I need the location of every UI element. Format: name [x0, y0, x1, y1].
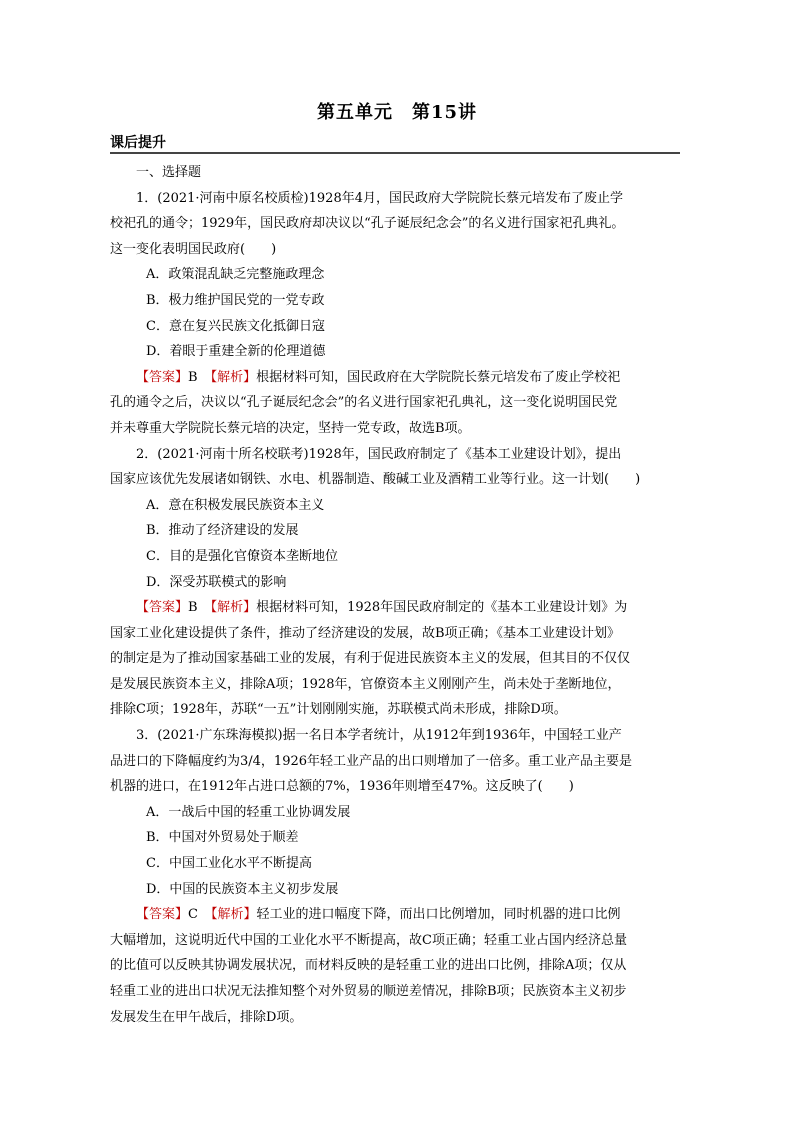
- section-label: 课后提升: [110, 135, 166, 151]
- answer-value: B: [188, 369, 198, 385]
- question-stem-line: 校祀孔的通令；1929年，国民政府却决议以“孔子诞辰纪念会”的名义进行国家祀孔典礼。: [110, 216, 625, 232]
- analysis-text: 根据材料可知，国民政府在大学院院长蔡元培发布了废止学校祀: [256, 369, 621, 385]
- analysis-line: 排除C项；1928年，苏联“一五”计划刚刚实施，苏联模式尚未形成，排除D项。: [110, 702, 567, 718]
- analysis-line: 的比值可以反映其协调发展状况，而材料反映的是轻重工业的进出口比例，排除A项；仅从: [110, 958, 627, 974]
- question-stem-line: 品进口的下降幅度约为3/4，1926年轻工业产品的出口则增加了一倍多。重工业产品主要是: [110, 753, 633, 769]
- option-c: C．目的是强化官僚资本垄断地位: [146, 548, 338, 564]
- analysis-tag: 【解析】: [210, 369, 257, 385]
- answer-tag: 【答案】: [136, 600, 189, 616]
- analysis-line: 大幅增加，这说明近代中国的工业化水平不断提高，故C项正确；轻重工业占国内经济总量: [110, 932, 627, 948]
- answer-line: [110, 365, 680, 391]
- option-a: A．一战后中国的轻重工业协调发展: [146, 804, 351, 820]
- analysis-line: 孔的通令之后，决议以“孔子诞辰纪念会”的名义进行国家祀孔典礼，这一变化说明国民党: [110, 395, 618, 411]
- page-title: 第五单元 第15讲: [316, 102, 478, 123]
- question-stem-line: 国家应该优先发展诸如钢铁、水电、机器制造、酸碱工业及酒精工业等行业。这一计划( ): [110, 472, 641, 488]
- analysis-line: 是发展民族资本主义，排除A项；1928年，官僚资本主义刚刚产生，尚未处于垄断地位，: [110, 676, 621, 692]
- question-1: [110, 186, 680, 442]
- option-d: D．深受苏联模式的影响: [146, 574, 287, 590]
- question-stem-line: 1．(2021·河南中原名校质检)1928年4月，国民政府大学院院长蔡元培发布了废止学: [136, 190, 623, 206]
- header-rule: [110, 152, 680, 154]
- answer-value: B: [188, 600, 198, 616]
- answer-tag: 【答案】: [136, 369, 189, 385]
- option-a: A．政策混乱缺乏完整施政理念: [146, 267, 325, 283]
- question-stem-line: 2．(2021·河南十所名校联考)1928年，国民政府制定了《基本工业建设计划》，提出: [136, 446, 622, 462]
- answer-value: C: [188, 907, 198, 923]
- question-3: [110, 723, 680, 1030]
- option-b: B．中国对外贸易处于顺差: [146, 830, 299, 846]
- analysis-text: 根据材料可知，1928年国民政府制定的《基本工业建设计划》为: [256, 600, 628, 616]
- analysis-line: 发展发生在甲午战后，排除D项。: [110, 1009, 303, 1025]
- question-stem-line: 机器的进口，在1912年占进口总额的7%，1936年则增至47%。这反映了( ): [110, 779, 574, 795]
- option-a: A．意在积极发展民族资本主义: [146, 497, 325, 513]
- section-heading: 一、选择题: [136, 165, 202, 180]
- analysis-line: 国家工业化建设提供了条件，推动了经济建设的发展，故B项正确；《基本工业建设计划》: [110, 625, 621, 641]
- analysis-line: 并未尊重大学院院长蔡元培的决定，坚持一党专政，故选B项。: [110, 420, 471, 436]
- option-c: C．意在复兴民族文化抵御日寇: [146, 318, 325, 334]
- option-c: C．中国工业化水平不断提高: [146, 856, 312, 872]
- question-stem-line: 这一变化表明国民政府( ): [110, 241, 277, 257]
- answer-tag: 【答案】: [136, 907, 189, 923]
- option-d: D．中国的民族资本主义初步发展: [146, 881, 339, 897]
- answer-line: [110, 902, 680, 928]
- option-b: B．极力维护国民党的一党专政: [146, 292, 325, 308]
- analysis-tag: 【解析】: [210, 600, 257, 616]
- document-body: [110, 160, 680, 1030]
- option-b: B．推动了经济建设的发展: [146, 523, 299, 539]
- question-2: [110, 442, 680, 724]
- analysis-line: 轻重工业的进出口状况无法推知整个对外贸易的顺逆差情况，排除B项；民族资本主义初步: [110, 984, 627, 999]
- analysis-tag: 【解析】: [210, 907, 257, 923]
- answer-line: [110, 595, 680, 621]
- analysis-text: 轻工业的进口幅度下降，而出口比例增加，同时机器的进口比例: [256, 907, 621, 923]
- question-stem-line: 3．(2021·广东珠海模拟)据一名日本学者统计，从1912年到1936年，中国轻工业产: [136, 728, 622, 744]
- analysis-line: 的制定是为了推动国家基础工业的发展，有利于促进民族资本主义的发展，但其目的不仅仅: [110, 651, 631, 667]
- option-d: D．着眼于重建全新的伦理道德: [146, 344, 326, 360]
